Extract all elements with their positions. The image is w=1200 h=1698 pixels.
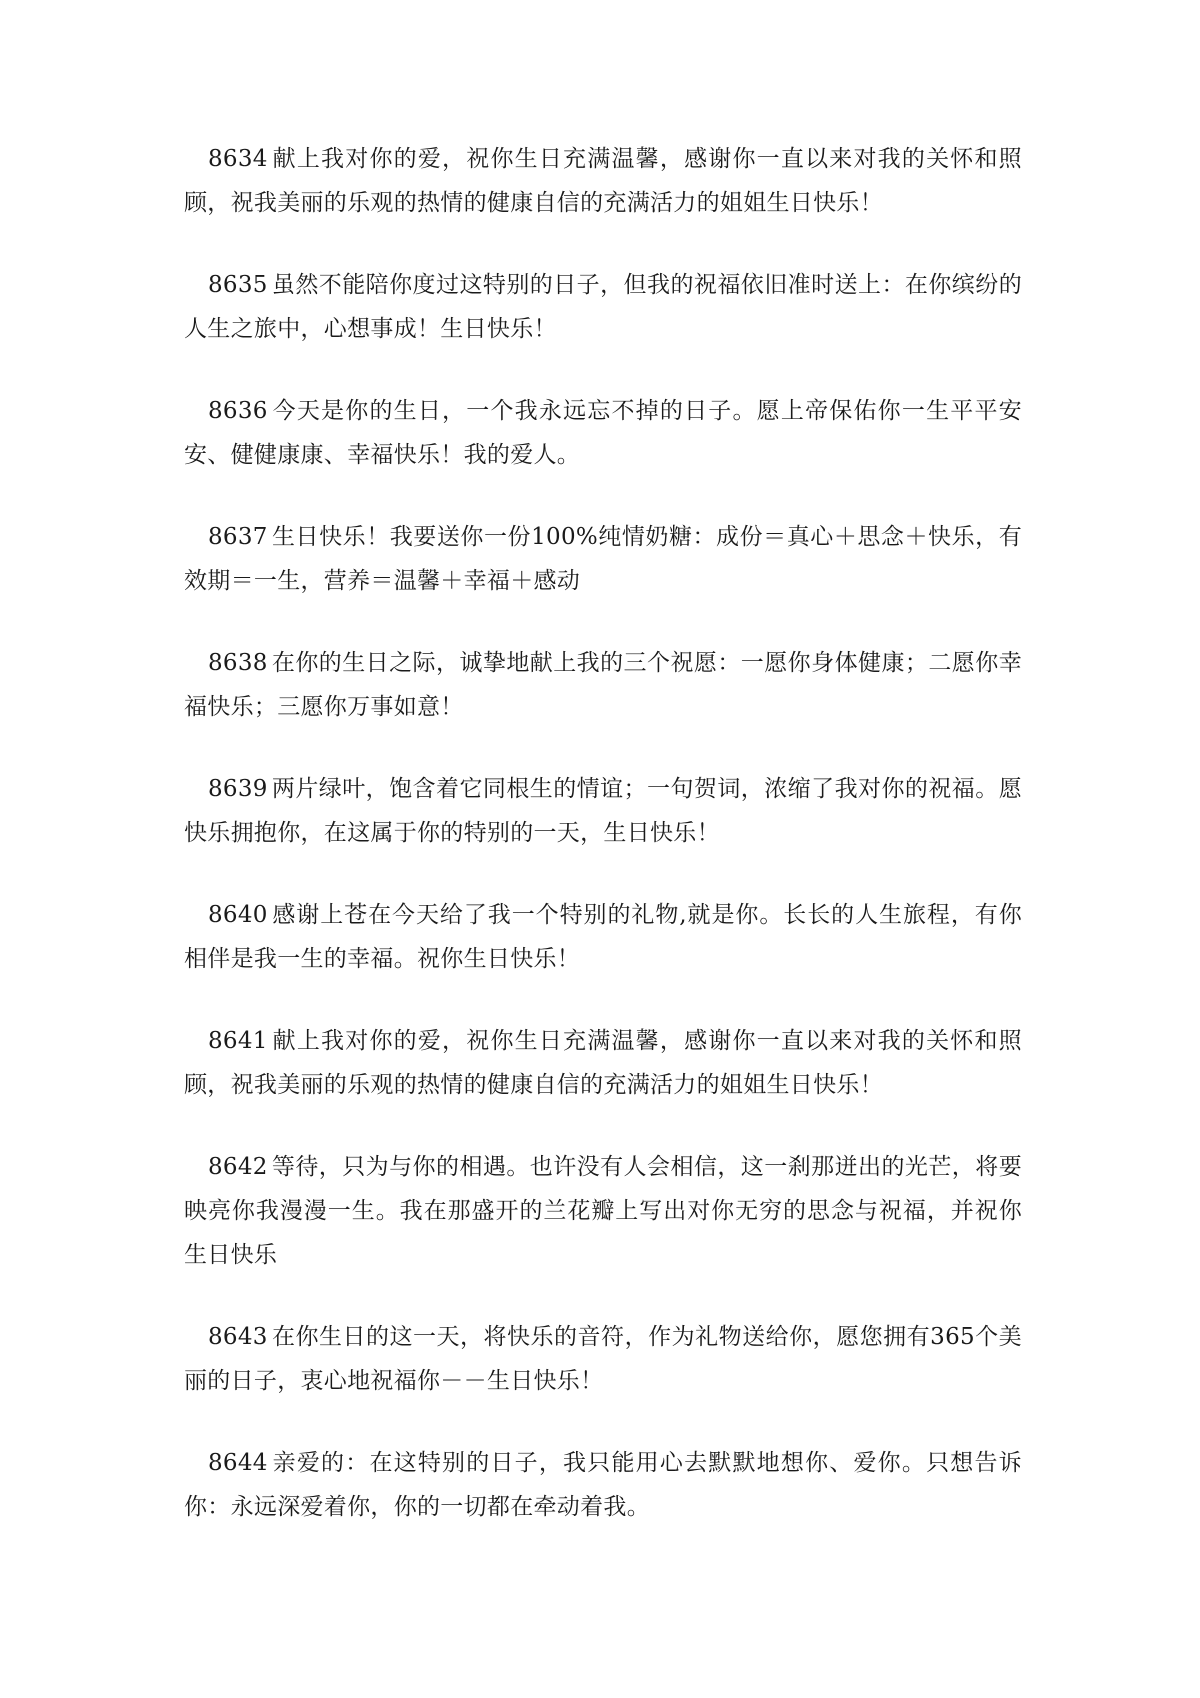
wish-entry-8638	[184, 641, 1022, 729]
entry-text: 感谢上苍在今天给了我一个特别的礼物,就是你。长长的人生旅程，有你相伴是我一生的幸福。祝你生日快乐！	[184, 902, 1022, 972]
wish-entry-8642	[184, 1145, 1022, 1277]
wish-entry-8639	[184, 767, 1022, 855]
wish-entry-8641	[184, 1019, 1022, 1107]
entry-text: 两片绿叶，饱含着它同根生的情谊；一句贺词，浓缩了我对你的祝福。愿快乐拥抱你，在这属于你的特别的一天，生日快乐！	[184, 776, 1022, 846]
wish-entry-8640	[184, 893, 1022, 981]
entry-text: 生日快乐！我要送你一份100%纯情奶糖：成份＝真心＋思念＋快乐，有效期＝一生，营养＝温馨＋幸福＋感动	[184, 524, 1022, 594]
entry-number: 8636	[208, 398, 268, 424]
entry-text: 献上我对你的爱，祝你生日充满温馨，感谢你一直以来对我的关怀和照顾，祝我美丽的乐观的热情的健康自信的充满活力的姐姐生日快乐！	[184, 1028, 1022, 1098]
entry-text: 献上我对你的爱，祝你生日充满温馨，感谢你一直以来对我的关怀和照顾，祝我美丽的乐观的热情的健康自信的充满活力的姐姐生日快乐！	[184, 146, 1022, 216]
entry-number: 8644	[208, 1450, 268, 1476]
entry-text: 在你的生日之际，诚挚地献上我的三个祝愿：一愿你身体健康；二愿你幸福快乐；三愿你万事如意！	[184, 650, 1022, 720]
entry-number: 8635	[208, 272, 268, 298]
entry-number: 8634	[208, 146, 268, 172]
entry-number: 8643	[208, 1324, 268, 1350]
entry-text: 在你生日的这一天，将快乐的音符，作为礼物送给你，愿您拥有365个美丽的日子，衷心地祝福你－－生日快乐！	[184, 1324, 1022, 1394]
wish-entry-8644	[184, 1441, 1022, 1529]
entry-text: 亲爱的：在这特别的日子，我只能用心去默默地想你、爱你。只想告诉你：永远深爱着你，你的一切都在牵动着我。	[184, 1450, 1022, 1520]
entry-number: 8642	[208, 1154, 268, 1180]
entry-text: 等待，只为与你的相遇。也许没有人会相信，这一刹那迸出的光芒，将要映亮你我漫漫一生。我在那盛开的兰花瓣上写出对你无穷的思念与祝福，并祝你生日快乐	[184, 1154, 1022, 1268]
entry-number: 8639	[208, 776, 268, 802]
entry-text: 今天是你的生日，一个我永远忘不掉的日子。愿上帝保佑你一生平平安安、健健康康、幸福快乐！我的爱人。	[184, 398, 1022, 468]
entry-number: 8638	[208, 650, 268, 676]
entry-text: 虽然不能陪你度过这特别的日子，但我的祝福依旧准时送上：在你缤纷的人生之旅中，心想事成！生日快乐！	[184, 272, 1022, 342]
wish-entry-8635	[184, 263, 1022, 351]
entry-number: 8637	[208, 524, 268, 550]
wish-entry-8637	[184, 515, 1022, 603]
wish-entry-8643	[184, 1315, 1022, 1403]
wish-entry-8634	[184, 137, 1022, 225]
entry-number: 8641	[208, 1028, 268, 1054]
entry-number: 8640	[208, 902, 268, 928]
wish-entry-8636	[184, 389, 1022, 477]
